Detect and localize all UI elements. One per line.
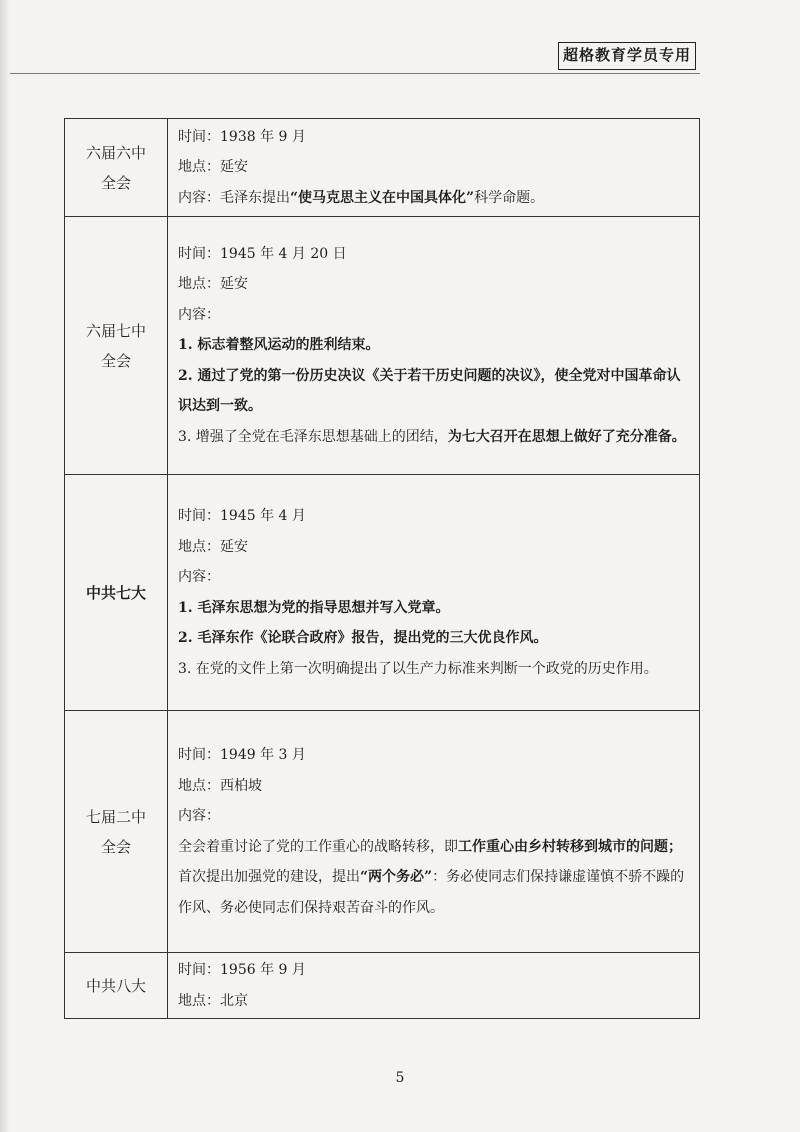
meeting-content bbox=[178, 183, 691, 214]
table-row bbox=[65, 217, 700, 475]
content-text: 2. 通过了党的第一份历史决议 bbox=[178, 367, 366, 384]
meeting-label bbox=[65, 475, 168, 711]
header-tag: 超格教育学员专用 bbox=[558, 42, 696, 70]
content-bold-text: “使马克思主义在中国具体化” bbox=[290, 189, 475, 206]
content-heading: 内容： bbox=[178, 306, 220, 323]
meeting-time: 时间：1949 年 3 月 bbox=[178, 747, 306, 763]
content-item bbox=[178, 623, 691, 654]
meeting-label-text: 六届六中全会 bbox=[86, 143, 147, 192]
meeting-details bbox=[168, 711, 700, 953]
page-edge-shadow bbox=[0, 0, 10, 1132]
content-text: 科学命题。 bbox=[474, 189, 545, 206]
meeting-time: 时间：1938 年 9 月 bbox=[178, 128, 306, 145]
content-bold-text: “两个务必” bbox=[360, 869, 433, 885]
meeting-label bbox=[65, 119, 168, 217]
content-item: 1. 标志着整风运动的胜利结束。 bbox=[178, 337, 380, 354]
meetings-table bbox=[64, 118, 700, 1019]
content-item: 1. 毛泽东思想为党的指导思想并写入党章。 bbox=[178, 599, 450, 616]
meeting-label-text: 六届七中全会 bbox=[86, 321, 147, 370]
page-number: 5 bbox=[395, 1070, 405, 1086]
meeting-place: 地点：延安 bbox=[178, 538, 248, 555]
meeting-label bbox=[65, 217, 168, 475]
content-paragraph bbox=[178, 832, 691, 863]
content-text: ：务必使同志们保持谦虚谨慎不骄不躁的作风、务必使同志们保持艰苦奋斗的作风。 bbox=[178, 869, 685, 916]
content-item: 3. 在党的文件上第一次明确提出了以生产力标准来判断一个政党的历史作用。 bbox=[178, 660, 658, 677]
meeting-time: 时间：1945 年 4 月 bbox=[178, 508, 306, 524]
content-heading: 内容： bbox=[178, 808, 220, 824]
content-text: 首次提出加强党的建设，提出 bbox=[178, 869, 360, 885]
meeting-place: 地点：北京 bbox=[178, 992, 248, 1009]
header-rule bbox=[10, 73, 700, 74]
meeting-place: 地点：延安 bbox=[178, 159, 248, 176]
table-row bbox=[65, 475, 700, 711]
content-text: 报告，提出党的三大优良作风。 bbox=[351, 630, 548, 646]
meeting-label bbox=[65, 953, 168, 1019]
content-item bbox=[178, 422, 691, 453]
meeting-time: 时间：1956 年 9 月 bbox=[178, 962, 306, 978]
meeting-label bbox=[65, 711, 168, 953]
table-row bbox=[65, 119, 700, 217]
meeting-details bbox=[168, 475, 700, 711]
content-text: 2. 毛泽东作 bbox=[178, 630, 254, 646]
meeting-place: 地点：延安 bbox=[178, 276, 248, 293]
content-bold-text: 为七大召开在思想上做好了充分准备。 bbox=[447, 428, 686, 445]
meeting-label-text: 七届二中全会 bbox=[86, 807, 147, 856]
content-item bbox=[178, 361, 691, 422]
content-text: 3. 增强了全党在毛泽东思想基础上的团结， bbox=[178, 428, 448, 445]
meeting-place: 地点：西柏坡 bbox=[178, 777, 262, 794]
content-text: 内容：毛泽东提出 bbox=[178, 189, 290, 206]
content-text: 全会着重讨论了党的工作重心的战略转移，即 bbox=[178, 838, 458, 855]
content-text: ，使全党对中国革命认识达到一致。 bbox=[178, 367, 681, 415]
meeting-details bbox=[168, 953, 700, 1019]
content-paragraph bbox=[178, 862, 691, 923]
content-heading: 内容： bbox=[178, 569, 220, 585]
meeting-details bbox=[168, 217, 700, 475]
table-row bbox=[65, 953, 700, 1019]
meeting-time: 时间：1945 年 4 月 20 日 bbox=[178, 245, 347, 262]
table-row bbox=[65, 711, 700, 953]
content-bold-text: 《论联合政府》 bbox=[253, 630, 352, 646]
content-bold-text: 工作重心由乡村转移到城市的问题； bbox=[458, 838, 682, 855]
meeting-details bbox=[168, 119, 700, 217]
content-bold-text: 《关于若干历史问题的决议》 bbox=[365, 367, 541, 384]
meeting-label-text: 中共七大 bbox=[85, 583, 146, 602]
meeting-label-text: 中共八大 bbox=[85, 976, 146, 995]
